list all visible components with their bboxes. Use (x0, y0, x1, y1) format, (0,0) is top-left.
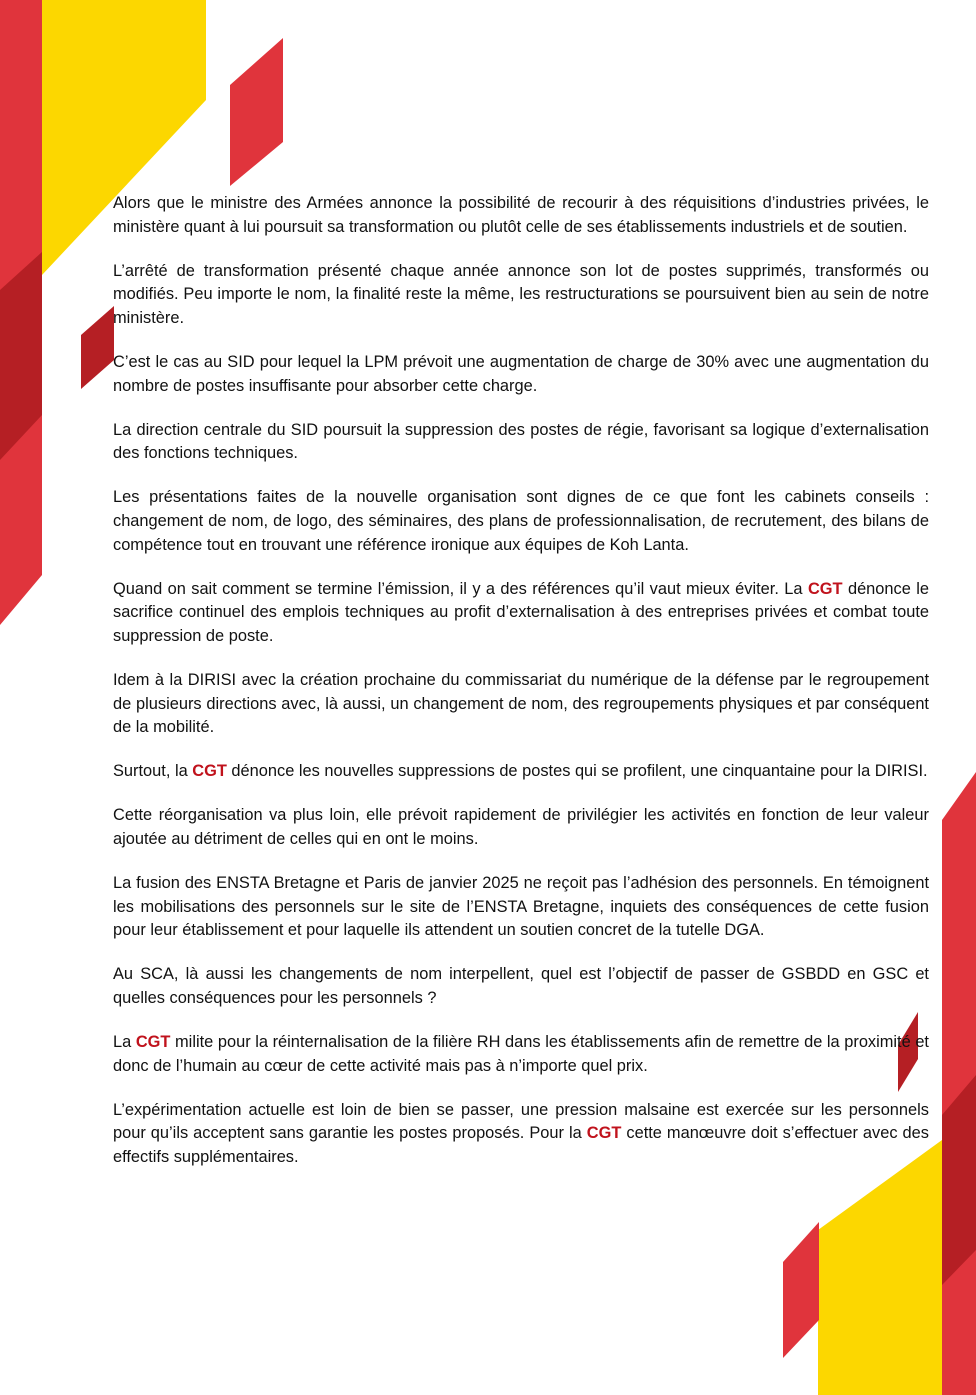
paragraph (113, 804, 929, 851)
paragraph-text: dénonce les nouvelles suppressions de postes qui se profilent, une cinquantaine pour la DIRISI. (226, 762, 928, 781)
bottom-right-red-slash (783, 1222, 819, 1358)
paragraph-text: Idem à la DIRISI avec la création prochaine du commissariat du numérique de la défense par le regroupement de plusieurs directions avec, là aussi, un changement de nom, des regroupements physiques et par conséquent de la mobilité. (113, 670, 929, 737)
paragraph-text: cette manœuvre doit s’effectuer avec des effectifs supplémentaires. (113, 1124, 929, 1166)
paragraph-text: La direction centrale du SID poursuit la suppression des postes de régie, favorisant sa logique d’externalisation des fonctions techniques. (113, 420, 929, 463)
cgt-highlight: CGT (192, 762, 227, 781)
paragraph-text: Quand on sait comment se termine l’émission, il y a des références qu’il vaut mieux éviter. La (113, 579, 808, 598)
paragraph-text: L’arrêté de transformation présenté chaque année annonce son lot de postes supprimés, transformés ou modifiés. Peu importe le nom, la finalité reste la même, les restructurations se poursuivent bien au sein de notre ministère. (113, 261, 929, 327)
paragraph-text: dénonce le sacrifice continuel des emplois techniques au profit d’externalisation à des entreprises privées et combat toute suppression de poste. (113, 579, 929, 645)
paragraph-text: C’est le cas au SID pour lequel la LPM prévoit une augmentation de charge de 30% avec une augmentation du nombre de postes insuffisante pour absorber cette charge. (113, 352, 929, 395)
paragraph-text: milite pour la réinternalisation de la filière RH dans les établissements afin de remettre de la proximité et donc de l’humain au cœur de cette activité mais pas à n’importe quel prix. (113, 1032, 929, 1075)
paragraph (113, 351, 929, 398)
cgt-highlight: CGT (807, 579, 843, 598)
paragraph (113, 192, 929, 239)
paragraph-text: La (113, 1032, 136, 1051)
paragraph-text: Les présentations faites de la nouvelle organisation sont dignes de ce que font les cabinets conseils : changement de nom, de logo, des séminaires, des plans de professionnalisation, de recrutement, des bilans de compétence tout en trouvant une référence ironique aux équipes de Koh Lanta. (113, 488, 929, 554)
paragraph (113, 872, 929, 943)
paragraph-text: L’expérimentation actuelle est loin de bien se passer, une pression malsaine est exercée sur les personnels pour qu’ils acceptent sans garantie les postes proposés. Pour la (113, 1100, 929, 1143)
paragraph (113, 1099, 929, 1170)
cgt-highlight: CGT (135, 1032, 171, 1051)
paragraph (113, 419, 929, 466)
paragraph-text: Alors que le ministre des Armées annonce la possibilité de recourir à des réquisitions d’industries privées, le ministère quant à lui poursuit sa transformation ou plutôt celle de ses établissements industriels et de soutien. (113, 194, 929, 236)
paragraph (113, 963, 929, 1010)
paragraph (113, 1031, 929, 1078)
paragraph-text: Au SCA, là aussi les changements de nom interpellent, quel est l’objectif de passer de GSBDD en GSC et quelles conséquences pour les personnels ? (113, 965, 929, 1007)
top-red-slash (230, 38, 283, 186)
paragraph (113, 260, 929, 331)
paragraph (113, 486, 929, 557)
cgt-highlight: CGT (586, 1124, 622, 1143)
paragraph-text: Surtout, la (113, 762, 193, 781)
paragraph-text: Cette réorganisation va plus loin, elle prévoit rapidement de privilégier les activités en fonction de leur valeur ajoutée au détriment de celles qui en ont le moins. (113, 806, 929, 848)
paragraph (113, 578, 929, 649)
paragraph-text: La fusion des ENSTA Bretagne et Paris de janvier 2025 ne reçoit pas l’adhésion des personnels. En témoignent les mobilisations des personnels sur le site de l’ENSTA Bretagne, inquiets des conséquences de cette fusion pour leur établissement et pour laquelle ils attendent un soutien concret de la tutelle DGA. (113, 873, 929, 940)
paragraph (113, 760, 929, 784)
paragraph (113, 669, 929, 740)
article-body (113, 192, 929, 1190)
left-small-dark-slash (81, 306, 114, 389)
